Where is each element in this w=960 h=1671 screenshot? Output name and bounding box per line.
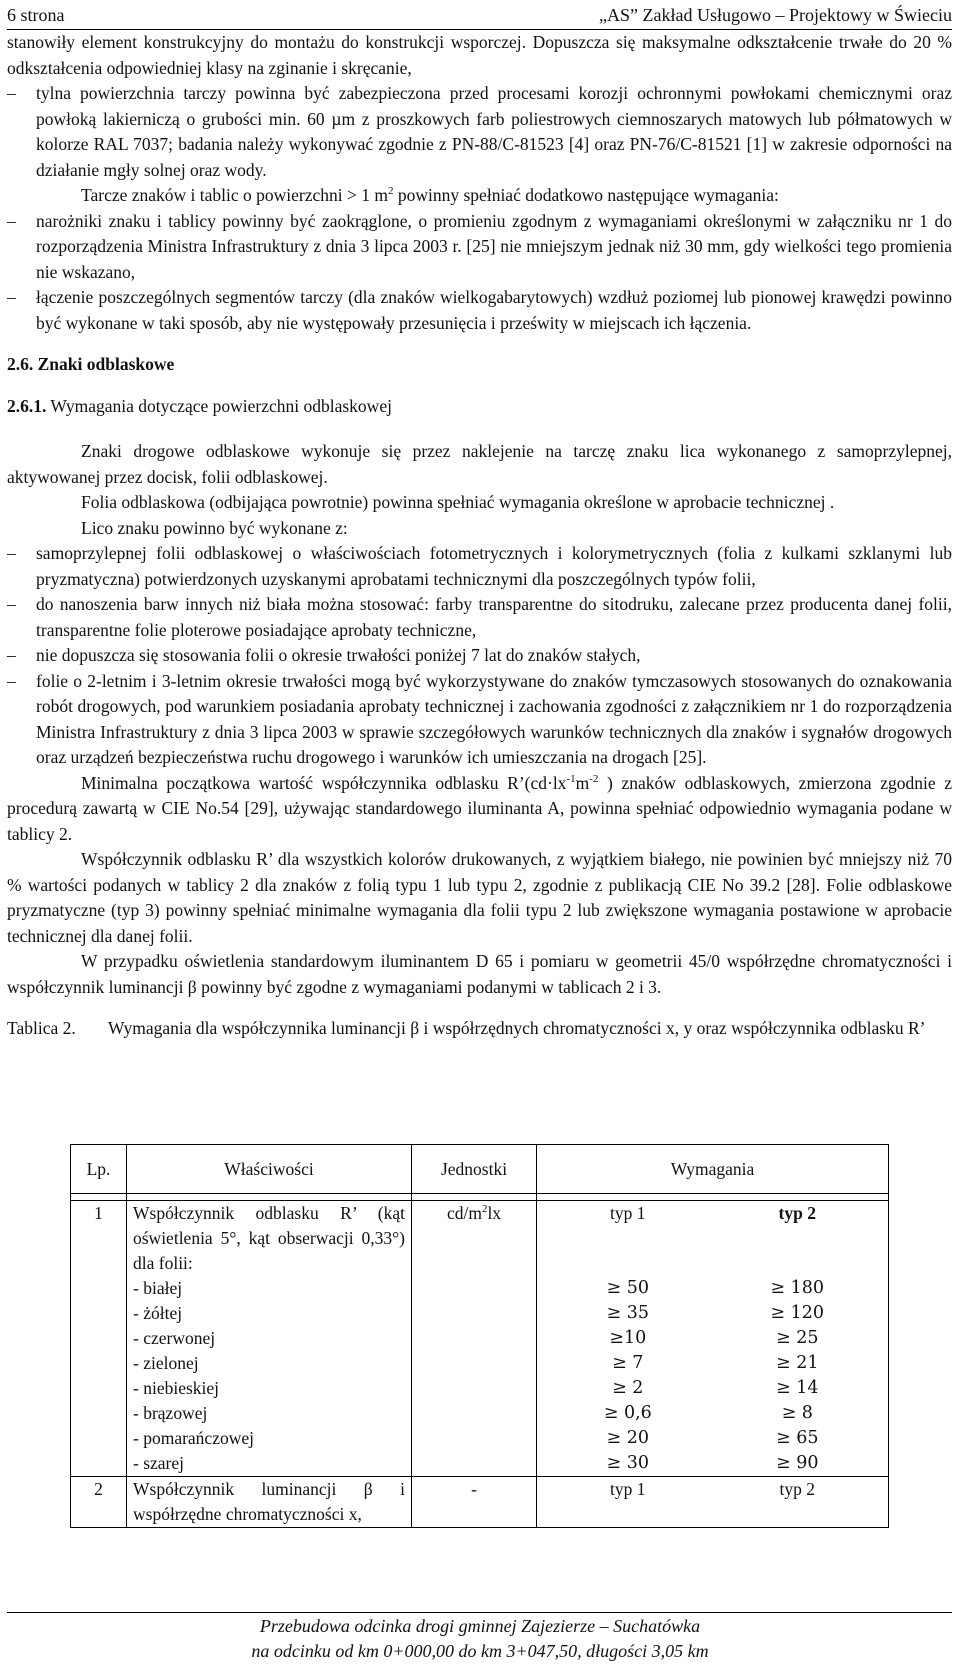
cell-unit — [412, 1201, 537, 1477]
type2-value: ≥ 180 — [770, 1278, 825, 1298]
company-name: „AS” Zakład Usługowo – Projektowy w Świeciu — [599, 5, 952, 25]
type2-value: ≥ 21 — [776, 1353, 819, 1373]
color-list — [133, 1276, 405, 1476]
type2-value: ≥ 14 — [776, 1378, 819, 1398]
cell-lp: 1 — [71, 1201, 127, 1477]
type1-value: ≥ 35 — [606, 1303, 649, 1323]
cell-requirements — [537, 1477, 889, 1528]
paragraph: Folia odblaskowa (odbijająca powrotnie) powinna spełniać wymagania określone w aprobacie technicznej . — [81, 492, 835, 512]
footer-line: Przebudowa odcinka drogi gminnej Zajezierze – Suchatówka — [259, 1616, 701, 1636]
requirements-values — [543, 1477, 882, 1502]
subsection-title: Wymagania dotyczące powierzchni odblaskowej — [46, 395, 392, 416]
table-caption — [7, 1016, 952, 1042]
color-item: - żółtej — [133, 1303, 183, 1323]
superscript: 2 — [388, 185, 394, 198]
superscript: -2 — [589, 772, 599, 785]
type1-value: ≥ 50 — [606, 1278, 649, 1298]
color-item: - szarej — [133, 1453, 185, 1473]
paragraph: Współczynnik odblasku R’ dla wszystkich kolorów drukowanych, z wyjątkiem białego, nie powinien być mniejszy niż 70 % wartości podanych w tablicy 2 dla znaków z folią typu 1 lub typu 2, zgodnie z publikacją CIE No 39.2 [28]. Folie odblaskowe pryzmatyczne (typ 3) powinny spełniać minimalne wymagania dla folii typu 2 lub zwiększone wymagania postawione w aprobacie technicznej dla danej folii. — [7, 849, 952, 946]
type1-column — [543, 1201, 713, 1476]
paragraph — [7, 183, 952, 209]
cell-lp: 2 — [71, 1477, 127, 1528]
table-label: Tablica 2. — [7, 1018, 76, 1038]
spacer — [7, 419, 952, 439]
type1-value: ≥10 — [609, 1328, 647, 1348]
type1-label: typ 1 — [610, 1203, 646, 1223]
section-heading: 2.6. Znaki odblaskowe — [7, 354, 175, 374]
paragraph: Lico znaku powinno być wykonane z: — [81, 517, 348, 538]
color-item: - brązowej — [133, 1403, 208, 1423]
table-row — [71, 1201, 889, 1477]
header-properties: Właściwości — [127, 1145, 412, 1194]
type1-value: ≥ 2 — [612, 1378, 644, 1398]
type1-label: typ 1 — [610, 1479, 646, 1499]
list-item: – narożniki znaku i tablicy powinny być zaokrąglone, o promieniu zgodnym z wymaganiami określonymi w załączniku nr 1 do rozporządzenia Ministra Infrastruktury z dnia 3 lipca 2003 r. [25] nie mniejszym jednak niż 30 mm, gdy wielkości tego promienia nie wskazano, — [7, 209, 952, 286]
superscript: 2 — [481, 1203, 488, 1216]
paragraph — [7, 771, 952, 848]
superscript: -1 — [566, 772, 576, 785]
footer-line: na odcinku od km 0+000,00 do km 3+047,50, długości 3,05 km — [251, 1641, 709, 1661]
text-run: cd/m — [446, 1203, 482, 1223]
text-run: lx — [487, 1203, 502, 1223]
list-item: – folie o 2-letnim i 3-letnim okresie trwałości mogą być wykorzystywane do znaków tymczasowych stosowanych do oznakowania robót drogowych, pod warunkiem posiadania aprobaty technicznej i zachowania zgodności z załącznikiem nr 1 do rozporządzenia Ministra Infrastruktury z dnia 3 lipca 2003 w sprawie szczegółowych warunków technicznych dla znaków i sygnałów drogowych oraz urządzeń bezpieczeństwa ruchu drogowego i warunków ich umieszczania na drogach [25]. — [7, 669, 952, 771]
type1-value: ≥ 20 — [606, 1428, 649, 1448]
type2-column — [713, 1201, 883, 1476]
paragraph: Znaki drogowe odblaskowe wykonuje się przez naklejenie na tarczę znaku lica wykonanego z samoprzylepnej, aktywowanej przez docisk, folii odblaskowej. — [7, 441, 952, 487]
paragraph: W przypadku oświetlenia standardowym iluminantem D 65 i pomiaru w geometrii 45/0 współrzędne chromatyczności i współczynnik luminancji β powinny być zgodne z wymaganiami podanymi w tablicach 2 i 3. — [7, 951, 952, 997]
requirements-values — [543, 1201, 882, 1476]
body-text — [7, 30, 952, 1042]
text-run: Tarcze znaków i tablic o powierzchni > 1 m — [81, 185, 388, 205]
type1-value: ≥ 7 — [612, 1353, 644, 1373]
table-header-row — [71, 1145, 889, 1194]
table-row — [71, 1477, 889, 1528]
list-item: – tylna powierzchnia tarczy powinna być zabezpieczona przed procesami korozji ochronnymi powłokami chemicznymi oraz powłoką lakierniczą o grubości min. 60 µm z proszkowych farb poliestrowych ciemnoszarych matowych lub półmatowych w kolorze RAL 7037; badania należy wykonywać zgodnie z PN-88/C-81523 [4] oraz PN-76/C-81521 [1] w zakresie odporności na działanie mgły solnej oraz wody. — [7, 81, 952, 183]
type2-value: ≥ 120 — [770, 1303, 825, 1323]
color-item: - pomarańczowej — [133, 1428, 254, 1448]
requirements-table — [70, 1144, 889, 1528]
color-item: - niebieskiej — [133, 1378, 220, 1398]
cell-property — [127, 1201, 412, 1477]
list-item: – nie dopuszcza się stosowania folii o okresie trwałości poniżej 7 lat do znaków stałych, — [7, 643, 952, 669]
table-title: Wymagania dla współczynnika luminancji β i współrzędnych chromatyczności x, y oraz współczynnika odblasku R’ — [108, 1018, 926, 1038]
text-run: powinny spełniać dodatkowo następujące wymagania: — [393, 185, 779, 205]
list-item: – samoprzylepnej folii odblaskowej o właściwościach fotometrycznych i kolorymetrycznych (folia z kulkami szklanymi lub pryzmatyczna) potwierdzonych uzyskanymi aprobatami technicznymi dla poszczególnych typów folii, — [7, 541, 952, 592]
color-item: - czerwonej — [133, 1328, 216, 1348]
color-item: - białej — [133, 1278, 183, 1298]
header-lp: Lp. — [71, 1145, 127, 1194]
page-number: 6 strona — [7, 5, 65, 25]
list-item: – łączenie poszczególnych segmentów tarczy (dla znaków wielkogabarytowych) wzdłuż poziomej lub pionowej krawędzi powinno być wykonane w taki sposób, aby nie występowały przesunięcia i prześwity w miejscach ich łączenia. — [7, 285, 952, 336]
type2-value: ≥ 65 — [776, 1428, 819, 1448]
type1-value: ≥ 0,6 — [603, 1403, 652, 1423]
property-title: Współczynnik odblasku R’ (kąt oświetlenia 5°, kąt obserwacji 0,33°) dla folii: — [133, 1203, 405, 1273]
paragraph: stanowiły element konstrukcyjny do montażu do konstrukcji wsporczej. Dopuszcza się maksymalne odkształcenie trwałe do 20 % odkształcenia odpowiedniej klasy na zginanie i skręcanie, — [7, 32, 952, 78]
spacer — [7, 336, 952, 352]
cell-property: Współczynnik luminancji β i współrzędne chromatyczności x, — [127, 1477, 412, 1528]
page-header — [7, 3, 952, 27]
subsection-number: 2.6.1. — [7, 395, 47, 416]
list-item: – do nanoszenia barw innych niż biała można stosować: farby transparentne do sitodruku, zalecane przez producenta danej folii, transparentne folie ploterowe posiadające aprobaty techniczne, — [7, 592, 952, 643]
page-footer — [0, 1614, 960, 1664]
cell-unit: - — [412, 1477, 537, 1528]
header-units: Jednostki — [412, 1145, 537, 1194]
type2-value: ≥ 90 — [776, 1453, 819, 1473]
type2-label: typ 2 — [778, 1203, 816, 1223]
color-item: - zielonej — [133, 1353, 199, 1373]
table-gap-row — [71, 1194, 889, 1201]
text-run: ) znaków odblaskowych, zmierzona zgodnie z procedurą zawartą w CIE No.54 [29], używając standardowego iluminanta A, powinna spełniać odpowiednio wymagania podane w tablicy 2. — [7, 772, 952, 844]
spacer — [7, 378, 952, 394]
header-requirements: Wymagania — [537, 1145, 889, 1194]
cell-requirements — [537, 1201, 889, 1477]
footer-rule — [7, 1612, 952, 1613]
spacer — [7, 1000, 952, 1016]
subsection-heading — [7, 394, 952, 420]
type2-label: typ 2 — [779, 1479, 815, 1499]
text-run: Minimalna początkowa wartość współczynnika odblasku R’(cd·lx — [81, 772, 567, 793]
type1-value: ≥ 30 — [606, 1453, 649, 1473]
type2-value: ≥ 25 — [776, 1328, 819, 1348]
type2-value: ≥ 8 — [781, 1403, 813, 1423]
text-run: m — [575, 772, 590, 793]
